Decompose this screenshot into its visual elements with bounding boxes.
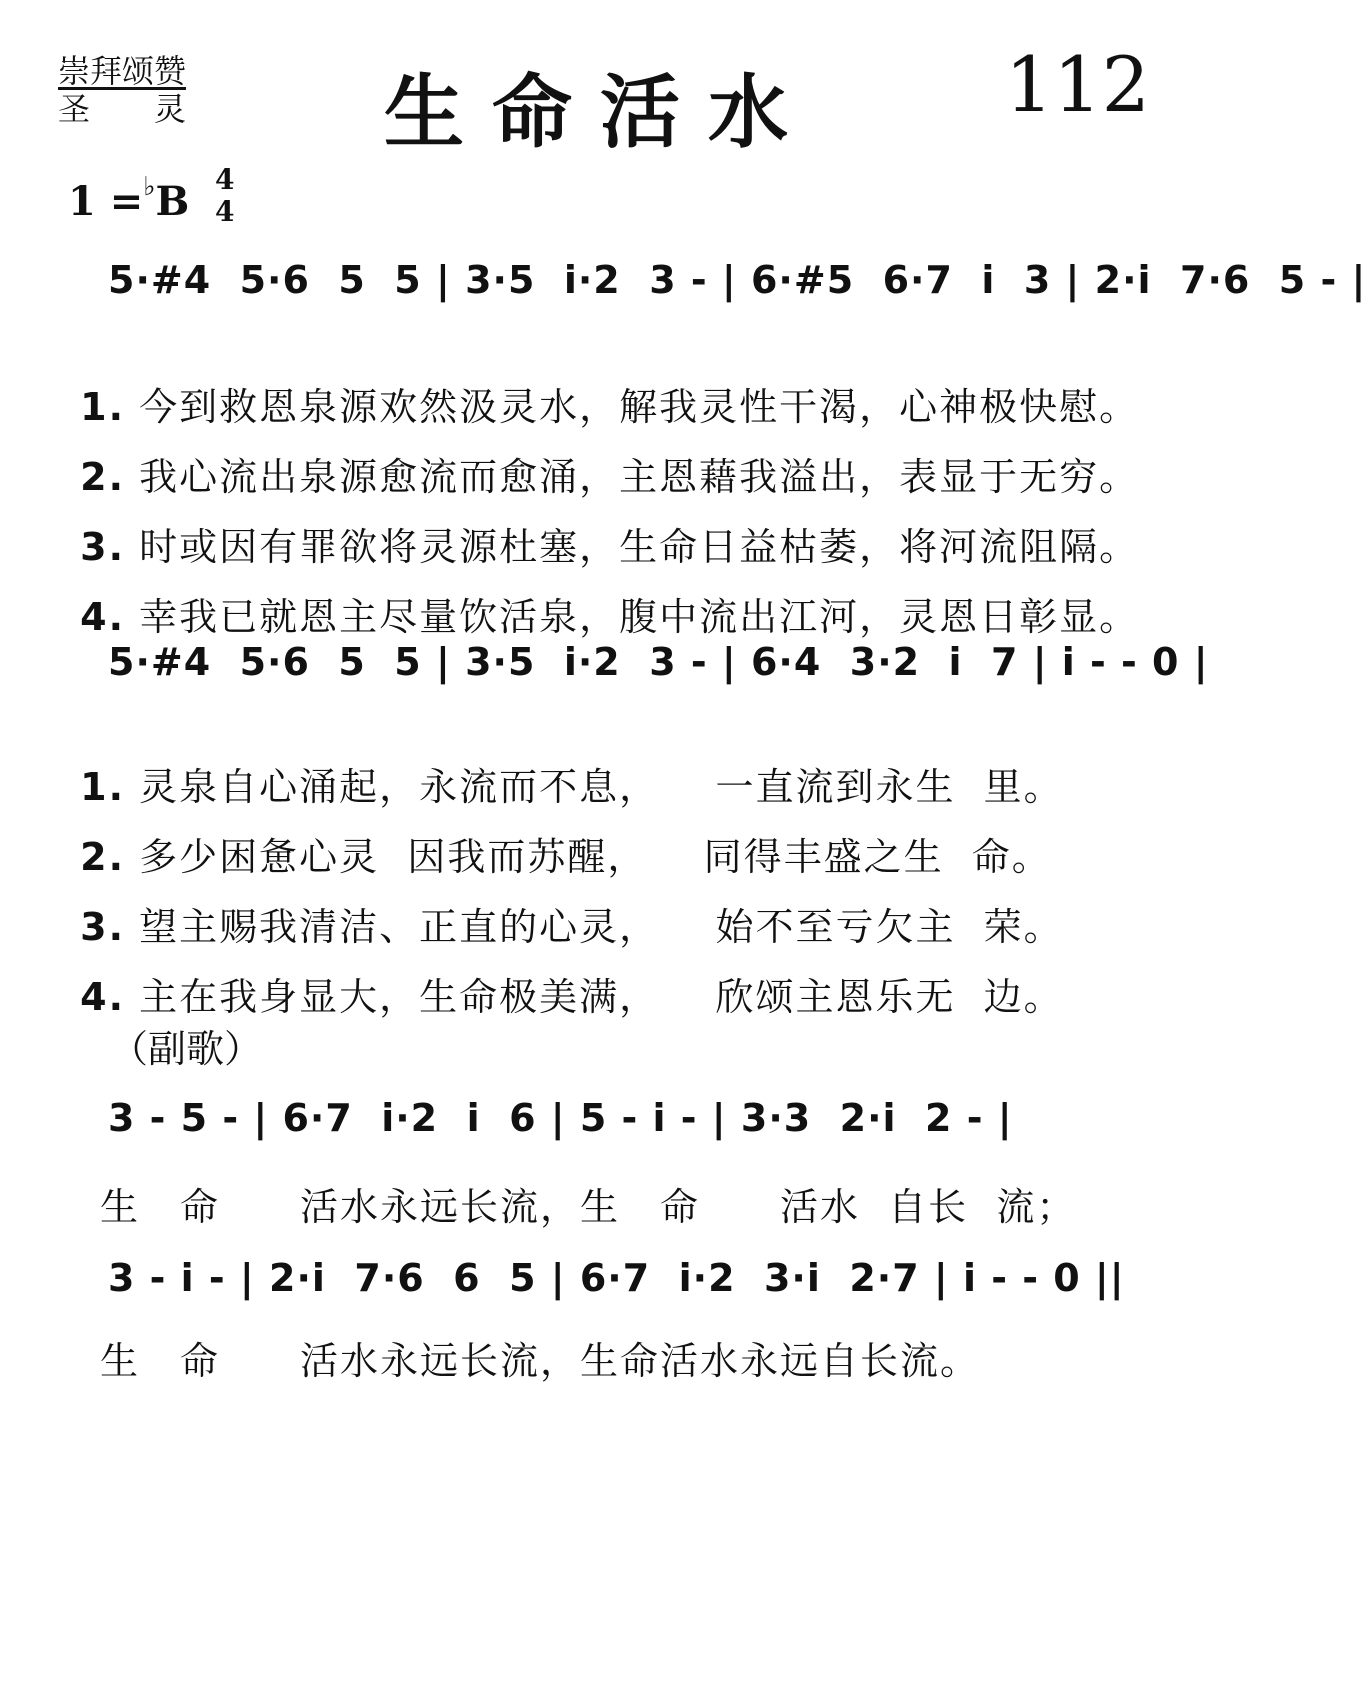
key-note: B [155, 178, 190, 225]
notation-line-1: 5·#4 5·6 5 5 | 3·5 i·2 3 - | 6·#5 6·7 i 3 | 2·i 7·6 5 - | [108, 258, 1366, 302]
chorus-label: （副歌） [110, 1027, 263, 1071]
key-prefix: 1 = [68, 178, 144, 225]
verse-text: 多少困惫心灵 因我而苏醒， 同得丰盛之生 命。 [139, 835, 1052, 879]
chorus-notation-1: 3 - 5 - | 6·7 i·2 i 6 | 5 - i - | 3·3 2·i 2 - | [108, 1096, 1013, 1140]
chorus-lyrics-1: 生 命 活水永远长流，生 命 活水 自长 流； [100, 1185, 1077, 1229]
notation-line-2: 5·#4 5·6 5 5 | 3·5 i·2 3 - | 6·4 3·2 i 7 | i - - 0 | [108, 640, 1209, 684]
verse-number: 1. [80, 765, 126, 809]
meter-top: 4 [215, 163, 235, 196]
key-signature [68, 172, 189, 225]
verse-number: 4. [80, 595, 126, 639]
verse-number: 2. [80, 455, 126, 499]
verse-text: 灵泉自心涌起，永流而不息， 一直流到永生 里。 [139, 765, 1064, 809]
verse-text: 时或因有罪欲将灵源杜塞，生命日益枯萎，将河流阻隔。 [139, 525, 1140, 569]
chorus-notation-2: 3 - i - | 2·i 7·6 6 5 | 6·7 i·2 3·i 2·7 | i - - 0 || [108, 1256, 1125, 1300]
verse-text: 主在我身显大，生命极美满， 欣颂主恩乐无 边。 [139, 975, 1064, 1019]
verse-number: 2. [80, 835, 126, 879]
category-line-1: 崇拜颂赞 [58, 52, 187, 90]
hymn-title: 生命活水 [384, 65, 816, 159]
verse-number: 1. [80, 385, 126, 429]
time-signature [215, 164, 234, 228]
meter-bottom: 4 [215, 195, 235, 228]
hymn-number: 112 [1004, 40, 1150, 129]
category-line-2: 圣 灵 [58, 90, 187, 128]
verse-number: 4. [80, 975, 126, 1019]
verse-number: 3. [80, 525, 126, 569]
verse-text: 幸我已就恩主尽量饮活泉，腹中流出江河，灵恩日彰显。 [139, 595, 1140, 639]
verse-line [52, 922, 1064, 1021]
chorus-lyrics-2: 生 命 活水永远长流，生命活水永远自长流。 [100, 1339, 981, 1383]
verse-text: 今到救恩泉源欢然汲灵水，解我灵性干渴，心神极快慰。 [139, 385, 1140, 429]
verse-line [52, 542, 1139, 641]
flat-icon: ♭ [143, 172, 156, 202]
verse-text: 望主赐我清洁、正直的心灵， 始不至亏欠主 荣。 [139, 905, 1064, 949]
verse-text: 我心流出泉源愈流而愈涌，主恩藉我溢出，表显于无穷。 [139, 455, 1140, 499]
verse-number: 3. [80, 905, 126, 949]
